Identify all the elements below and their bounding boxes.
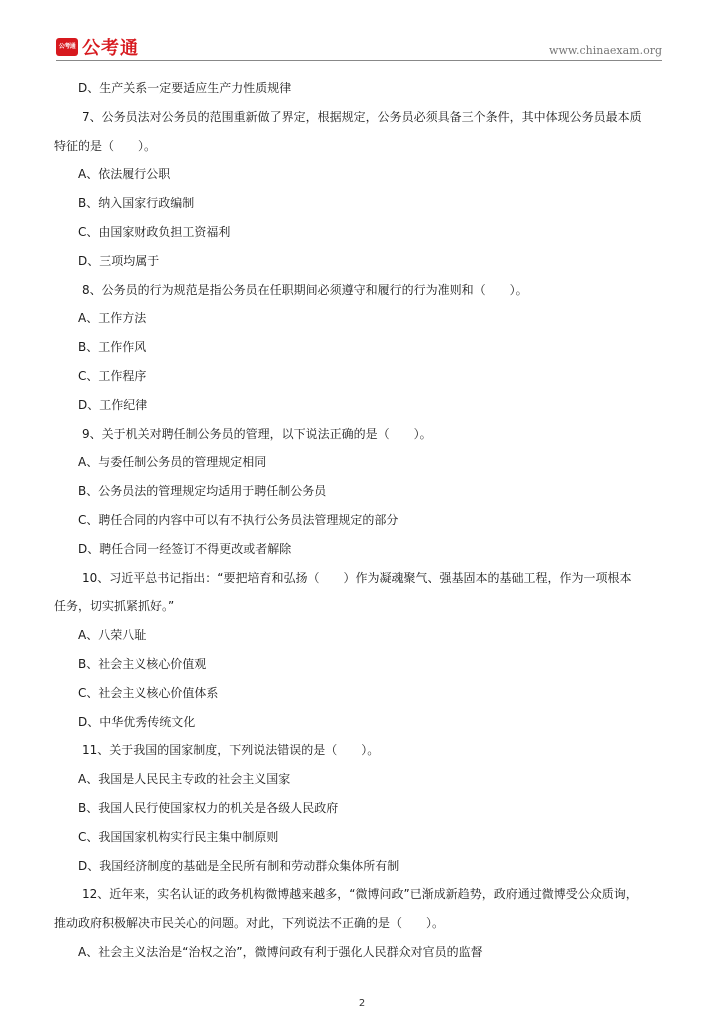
answer-option: A、我国是人民民主专政的社会主义国家	[78, 772, 291, 787]
answer-option: C、社会主义核心价值体系	[78, 685, 219, 700]
question-text: 10、习近平总书记指出：“要把培育和弘扬（ ）作为凝魂聚气、强基固本的基础工程，作为一项根本	[82, 570, 632, 585]
answer-option: D、三项均属于	[78, 253, 160, 268]
answer-option: A、与委任制公务员的管理规定相同	[78, 455, 267, 470]
answer-option: B、我国人民行使国家权力的机关是各级人民政府	[78, 800, 339, 815]
answer-option: C、工作程序	[78, 368, 147, 383]
question-text: 12、近年来，实名认证的政务机构微博越来越多，“微博问政”已渐成新趋势，政府通过微博受公众质询，	[82, 887, 638, 902]
question-text-continued: 任务，切实抓紧抓好。”	[54, 599, 175, 614]
logo-text: 公考通	[82, 38, 139, 59]
answer-option: D、工作纪律	[78, 397, 148, 412]
site-url[interactable]: www.chinaexam.org	[549, 44, 662, 57]
answer-option: A、八荣八耻	[78, 628, 147, 643]
document-body	[54, 74, 668, 967]
answer-option: B、社会主义核心价值观	[78, 656, 207, 671]
answer-option: C、我国国家机构实行民主集中制原则	[78, 829, 279, 844]
answer-option: D、生产关系一定要适应生产力性质规律	[78, 81, 292, 95]
page-number: 2	[358, 998, 366, 1009]
answer-option: D、中华优秀传统文化	[78, 714, 196, 729]
question-text-continued: 推动政府积极解决市民关心的问题。对此，下列说法不正确的是（ ）。	[54, 916, 445, 931]
answer-option: A、依法履行公职	[78, 167, 171, 182]
question-text: 9、关于机关对聘任制公务员的管理，以下说法正确的是（ ）。	[82, 426, 432, 441]
answer-option: B、工作作风	[78, 340, 147, 355]
question-text: 11、关于我国的国家制度，下列说法错误的是（ ）。	[82, 743, 380, 758]
question-text: 7、公务员法对公务员的范围重新做了界定，根据规定，公务员必须具备三个条件，其中体现公务员最本质	[82, 109, 642, 124]
answer-option: C、由国家财政负担工资福利	[78, 224, 231, 239]
logo-badge: 公考通	[56, 38, 78, 56]
answer-option: D、我国经济制度的基础是全民所有制和劳动群众集体所有制	[78, 858, 400, 873]
question-text: 8、公务员的行为规范是指公务员在任职期间必须遵守和履行的行为准则和（ ）。	[82, 282, 528, 297]
answer-option: B、公务员法的管理规定均适用于聘任制公务员	[78, 484, 327, 499]
answer-option: A、工作方法	[78, 311, 147, 326]
header-divider	[56, 60, 662, 61]
page-header	[56, 32, 662, 58]
question-text-continued: 特征的是（ ）。	[54, 138, 157, 153]
answer-option: B、纳入国家行政编制	[78, 196, 195, 211]
answer-option: D、聘任合同一经签订不得更改或者解除	[78, 541, 292, 556]
logo[interactable]	[56, 34, 139, 60]
answer-option: C、聘任合同的内容中可以有不执行公务员法管理规定的部分	[78, 512, 399, 527]
answer-option: A、社会主义法治是“治权之治”，微博问政有利于强化人民群众对官员的监督	[78, 944, 483, 959]
